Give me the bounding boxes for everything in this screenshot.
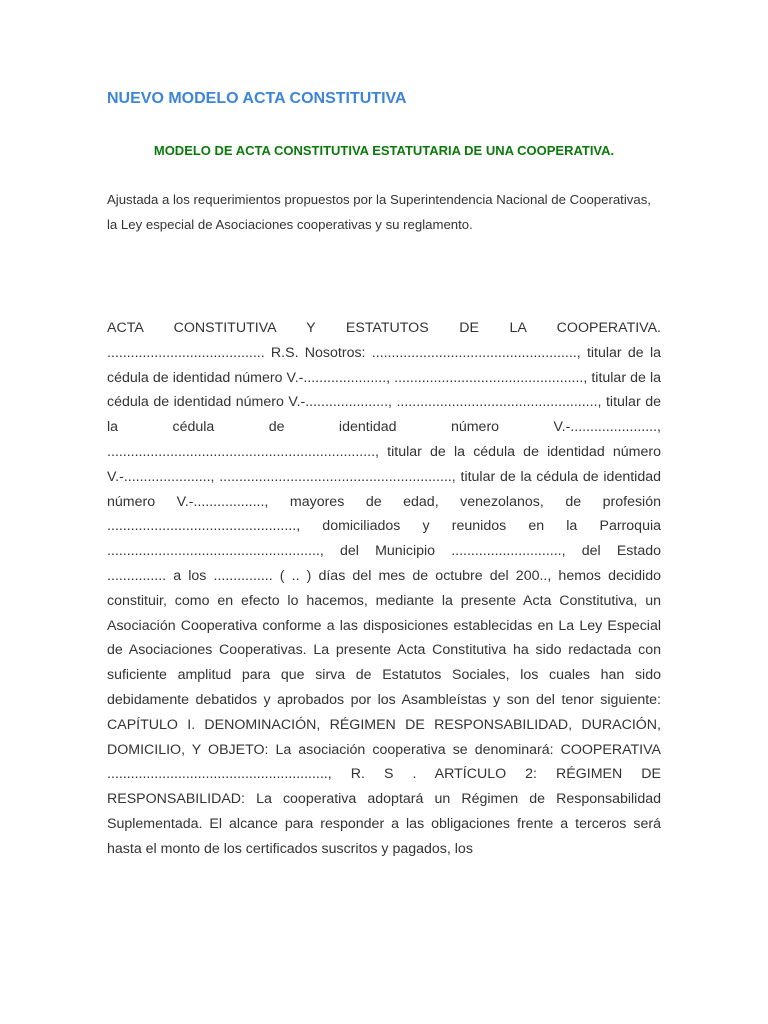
document-title: NUEVO MODELO ACTA CONSTITUTIVA [107,90,407,107]
intro-paragraph: Ajustada a los requerimientos propuestos por la Superintendencia Nacional de Cooperativas, la Ley especial de Asociaciones cooperativas y su reglamento. [107,192,651,232]
body-paragraph: ACTA CONSTITUTIVA Y ESTATUTOS DE LA COOPERATIVA. ........................................ R.S. Nosotros: ...................................................., titular de la cédula de identidad número V.-....................., ................................................, titular de la cédula de identidad número V.-....................., ..................................................., titular de la cédula de identidad número V.-......................, ...................................................................., titular de la cédula de identidad número V.-......................, ..........................................................., titular de la cédula de identidad número V.-.................., mayores de edad, venezolanos, de profesión ................................................, domiciliados y reunidos en la Parroquia ......................................................, del Municipio ............................, del Estado ............... a los ............... ( .. ) días del mes de octubre del 200.., hemos decidido constituir, como en efecto lo hacemos, mediante la presente Acta Constitutiva, un Asociación Cooperativa conforme a las disposiciones establecidas en La Ley Especial de Asociaciones Cooperativas. La presente Acta Constitutiva ha sido redactada con suficiente amplitud para que sirva de Estatutos Sociales, los cuales han sido debidamente debatidos y aprobados por los Asambleístas y son del tenor siguiente: CAPÍTULO I. DENOMINACIÓN, RÉGIMEN DE RESPONSABILIDAD, DURACIÓN, DOMICILIO, Y OBJETO: La asociación cooperativa se denominará: COOPERATIVA ........................................................, R. S . ARTÍCULO 2: RÉGIMEN DE RESPONSABILIDAD: La cooperativa adoptará un Régimen de Responsabilidad Suplementada. El alcance para responder a las obligaciones frente a terceros será hasta el monto de los certificados suscritos y pagados, los [107,320,661,857]
document-subtitle: MODELO DE ACTA CONSTITUTIVA ESTATUTARIA DE UNA COOPERATIVA. [153,143,615,158]
